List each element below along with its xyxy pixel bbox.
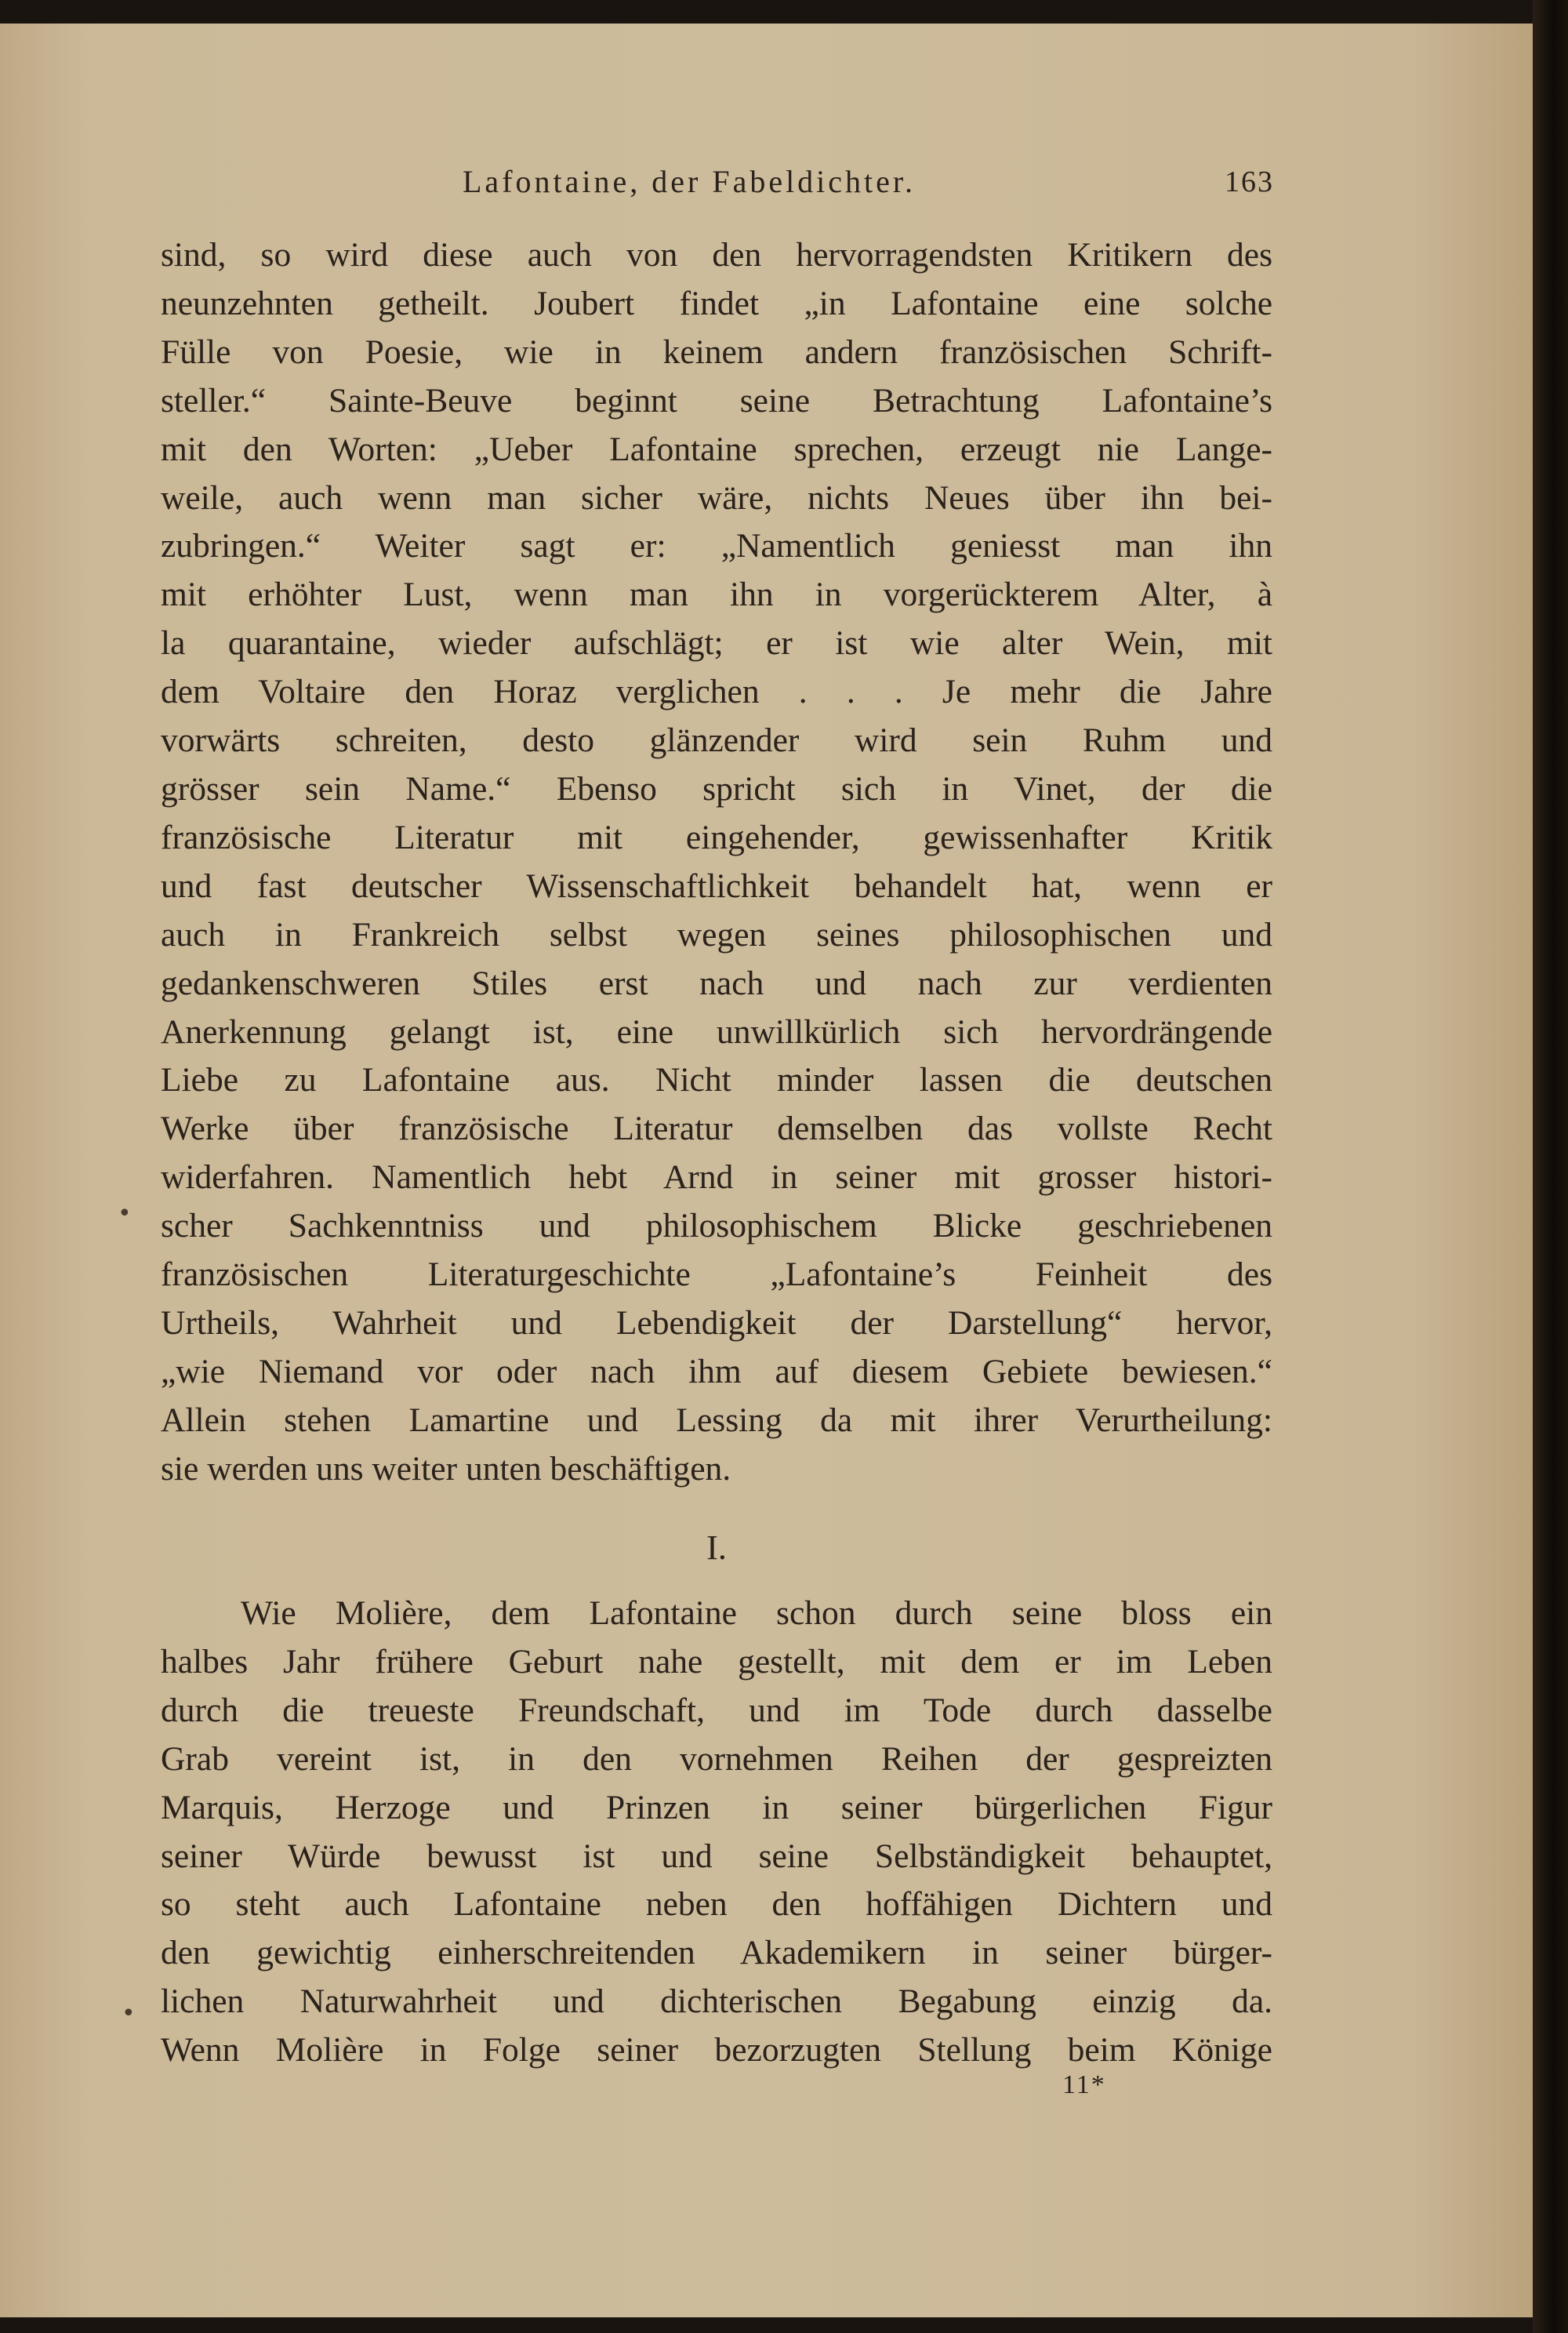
running-title: Lafontaine, der Fabeldichter.: [463, 164, 916, 199]
text-line: vorwärts schreiten, desto glänzender wird sein Ruhm und: [161, 721, 1272, 760]
text-line: Marquis, Herzoge und Prinzen in seiner bürgerlichen Figur: [161, 1788, 1272, 1826]
text-line: steller.“ Sainte-Beuve beginnt seine Betrachtung Lafontaine’s: [161, 381, 1272, 420]
text-line: halbes Jahr frühere Geburt nahe gestellt, mit dem er im Leben: [161, 1642, 1272, 1681]
text-line: Fülle von Poesie, wie in keinem andern französischen Schrift-: [161, 333, 1272, 371]
text-line: Liebe zu Lafontaine aus. Nicht minder lassen die deutschen: [161, 1061, 1272, 1099]
text-line: zubringen.“ Weiter sagt er: „Namentlich geniesst man ihn: [161, 527, 1272, 565]
text-line: auch in Frankreich selbst wegen seines philosophischen und: [161, 915, 1272, 954]
text-line: französische Literatur mit eingehender, gewissenhafter Kritik: [161, 818, 1272, 856]
page-header: [161, 163, 1274, 210]
text-line: lichen Naturwahrheit und dichterischen Begabung einzig da.: [161, 1982, 1272, 2021]
book-spine: [1533, 0, 1568, 2333]
text-line: Anerkennung gelangt ist, eine unwillkürlich sich hervordrängende: [161, 1012, 1272, 1051]
text-line: so steht auch Lafontaine neben den hoffähigen Dichtern und: [161, 1885, 1272, 1924]
text-line: „wie Niemand vor oder nach ihm auf diesem Gebiete bewiesen.“: [161, 1352, 1272, 1390]
text-line: scher Sachkenntniss und philosophischem Blicke geschriebenen: [161, 1207, 1272, 1245]
text-line: mit erhöhter Lust, wenn man ihn in vorgerückterem Alter, à: [161, 576, 1272, 614]
text-line: sie werden uns weiter unten beschäftigen.: [161, 1449, 731, 1488]
signature-mark: 11*: [1062, 2070, 1106, 2099]
text-line: französischen Literaturgeschichte „Lafontaine’s Feinheit des: [161, 1256, 1272, 1294]
text-line: Grab vereint ist, in den vornehmen Reihen der gespreizten: [161, 1739, 1272, 1778]
text-line: neunzehnten getheilt. Joubert findet „in Lafontaine eine solche: [161, 284, 1272, 322]
text-line: den gewichtig einherschreitenden Akademikern in seiner bürger-: [161, 1934, 1272, 1972]
paragraph-2: [161, 1590, 1272, 2075]
text-line: Allein stehen Lamartine und Lessing da mit ihrer Verurtheilung:: [161, 1401, 1272, 1439]
text-line: Urtheils, Wahrheit und Lebendigkeit der Darstellung“ hervor,: [161, 1303, 1272, 1342]
page-number: 163: [1225, 165, 1274, 198]
text-line: weile, auch wenn man sicher wäre, nichts Neues über ihn bei-: [161, 478, 1272, 517]
text-line: grösser sein Name.“ Ebenso spricht sich in Vinet, der die: [161, 769, 1272, 808]
text-line: gedankenschweren Stiles erst nach und nach zur verdienten: [161, 964, 1272, 1002]
ink-speck-icon: •: [118, 1200, 132, 1227]
text-line: Wie Molière, dem Lafontaine schon durch seine bloss ein: [241, 1594, 1272, 1632]
text-line: dem Voltaire den Horaz verglichen . . . Je mehr die Jahre: [161, 673, 1272, 711]
text-line: und fast deutscher Wissenschaftlichkeit behandelt hat, wenn er: [161, 867, 1272, 905]
paragraph-1: [161, 231, 1272, 1494]
text-line: widerfahren. Namentlich hebt Arnd in seiner mit grosser histori-: [161, 1158, 1272, 1197]
book-page: [0, 24, 1533, 2317]
text-line: sind, so wird diese auch von den hervorragendsten Kritikern des: [161, 236, 1272, 274]
text-line: Wenn Molière in Folge seiner bezorzugten Stellung beim Könige: [161, 2031, 1272, 2070]
ink-speck-icon: •: [122, 2000, 136, 2027]
text-line: la quarantaine, wieder aufschlägt; er ist wie alter Wein, mit: [161, 624, 1272, 663]
text-line: mit den Worten: „Ueber Lafontaine sprechen, erzeugt nie Lange-: [161, 430, 1272, 468]
text-line: Werke über französische Literatur demselben das vollste Recht: [161, 1110, 1272, 1148]
text-line: seiner Würde bewusst ist und seine Selbständigkeit behauptet,: [161, 1837, 1272, 1875]
section-heading: I.: [706, 1528, 727, 1567]
text-line: durch die treueste Freundschaft, und im Tode durch dasselbe: [161, 1691, 1272, 1729]
